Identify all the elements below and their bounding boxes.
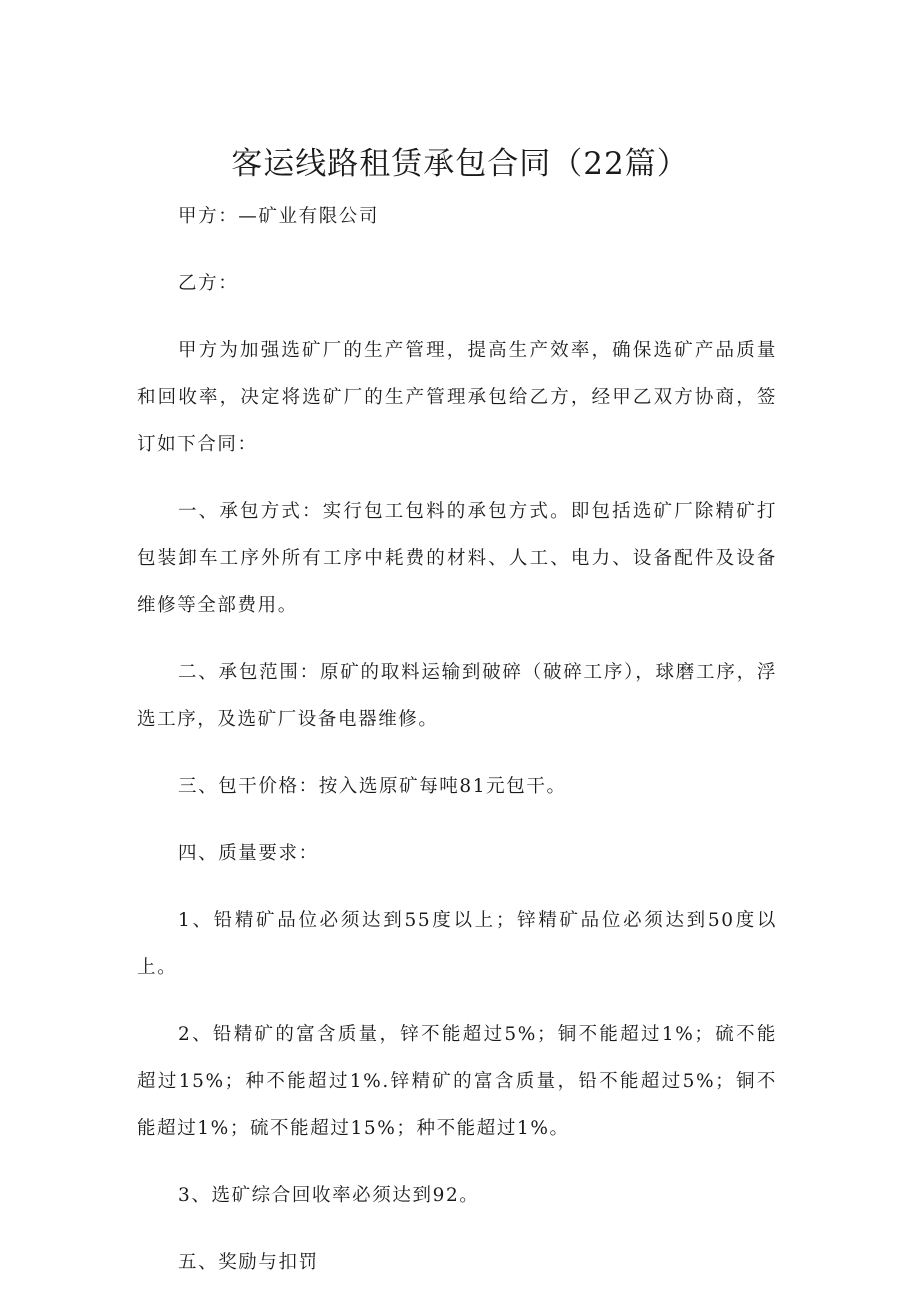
clause-1-contract-method: 一、承包方式：实行包工包料的承包方式。即包括选矿厂除精矿打包装卸车工序外所有工序中耗费的材料、人工、电力、设备配件及设备维修等全部费用。: [137, 501, 777, 616]
preamble-paragraph: 甲方为加强选矿厂的生产管理，提高生产效率，确保选矿产品质量和回收率，决定将选矿厂的生产管理承包给乙方，经甲乙双方协商，签订如下合同：: [137, 340, 777, 455]
party-b-line: 乙方：: [178, 273, 239, 294]
clause-2-contract-scope: 二、承包范围：原矿的取料运输到破碎（破碎工序），球磨工序，浮选工序，及选矿厂设备电器维修。: [137, 662, 777, 730]
document-title: 客运线路租赁承包合同（22篇）: [231, 146, 689, 182]
quality-item-3: 3、选矿综合回收率必须达到92。: [178, 1185, 480, 1206]
document-body: [137, 193, 777, 1306]
clause-3-price: 三、包干价格：按入选原矿每吨81元包干。: [178, 776, 567, 797]
party-a-line: 甲方：—矿业有限公司: [178, 206, 380, 227]
clause-4-quality-heading: 四、质量要求：: [178, 843, 319, 864]
quality-item-1: 1、铅精矿品位必须达到55度以上；锌精矿品位必须达到50度以上。: [137, 910, 777, 978]
clause-5-rewards-heading: 五、奖励与扣罚: [178, 1252, 319, 1273]
quality-item-2: 2、铅精矿的富含质量，锌不能超过5%；铜不能超过1%；硫不能超过15%；种不能超过1%.锌精矿的富含质量，铅不能超过5%；铜不能超过1%；硫不能超过15%；种不能超过1%。: [137, 1024, 777, 1139]
